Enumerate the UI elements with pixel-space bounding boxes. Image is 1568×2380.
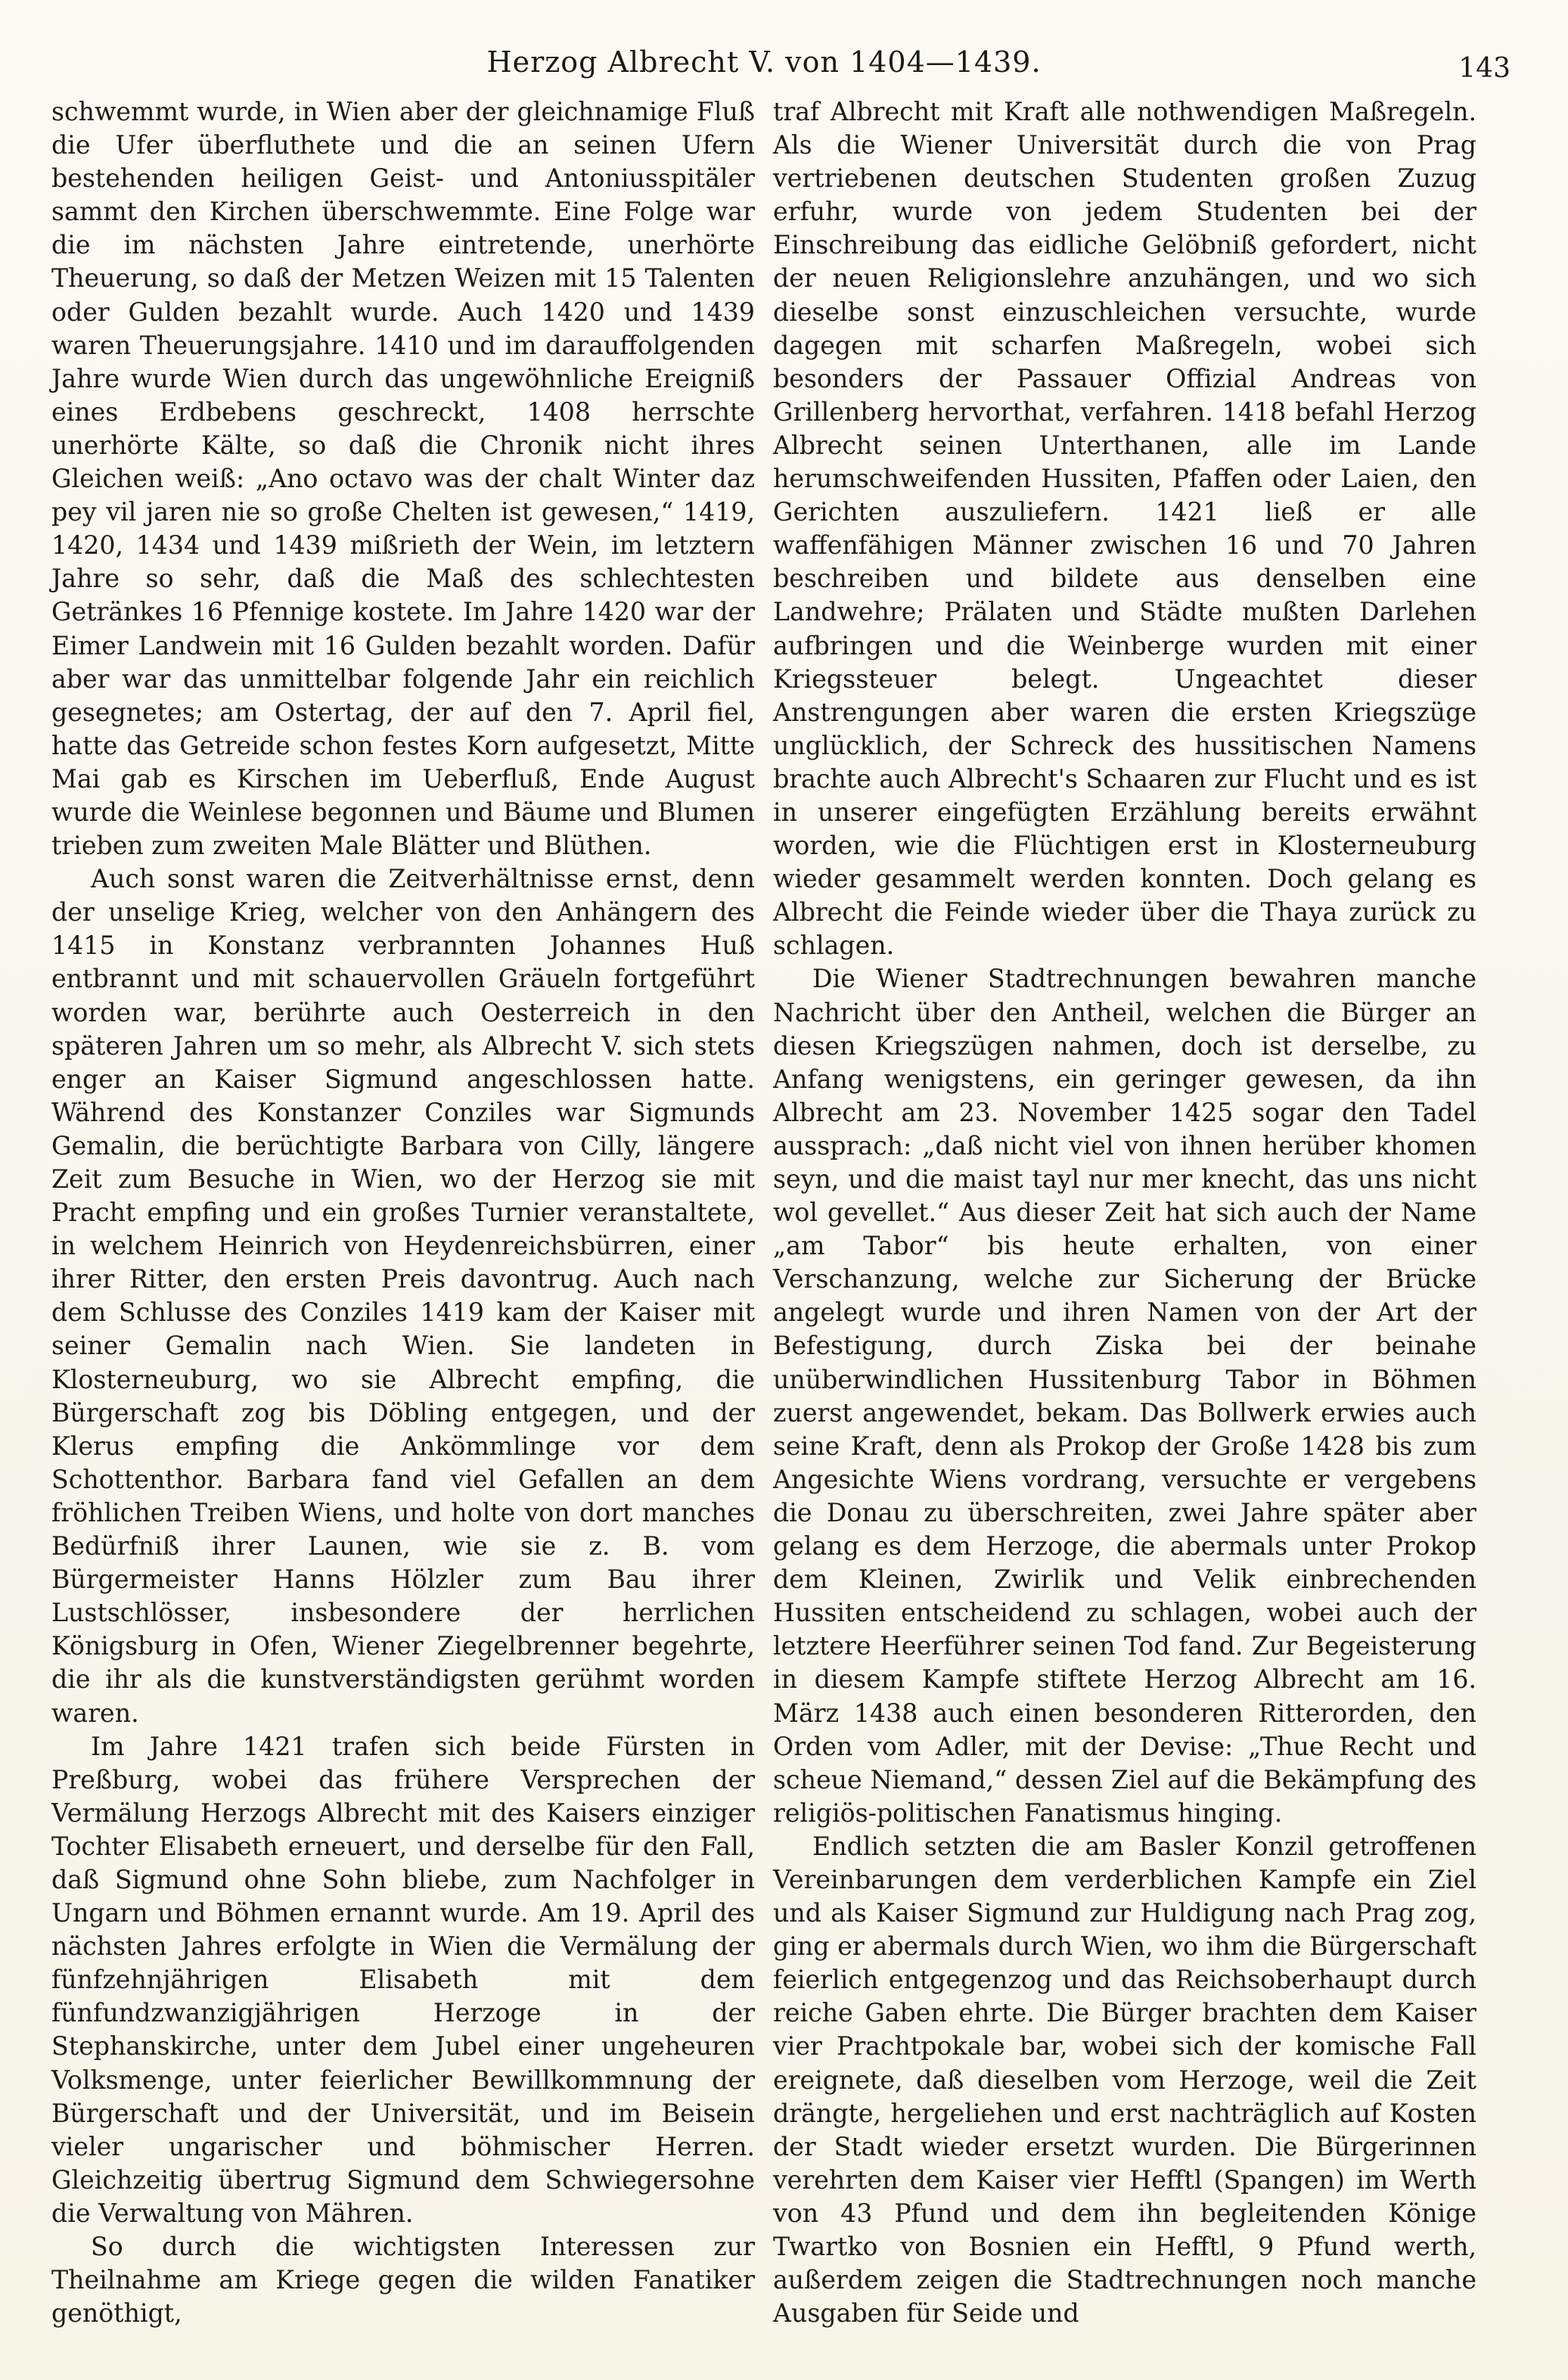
page-number: 143 [1458,53,1511,84]
paragraph: So durch die wichtigsten Interessen zur Theilnahme am Kriege gegen die wilden Fanatiker genöthigt, [51,2232,755,2329]
running-title: Herzog Albrecht V. von 1404—1439. [486,45,1042,79]
page-header [0,39,1568,85]
paragraph: Im Jahre 1421 trafen sich beide Fürsten in Preßburg, wobei das frühere Versprechen der Vermälung Herzogs Albrecht mit des Kaisers einziger Tochter Elisabeth erneuert, und derselbe für den Fall, daß Sigmund ohne Sohn bliebe, zum Nachfolger in Ungarn und Böhmen ernannt wurde. Am 19. April des nächsten Jahres erfolgte in Wien die Vermälung der fünfzehnjährigen Elisabeth mit dem fünfundzwanzigjährigen Herzoge in der Stephanskirche, unter dem Jubel einer ungeheuren Volksmenge, unter feierlicher Bewillkommnung der Bürgerschaft und der Universität, und im Beisein vieler ungarischer und böhmischer Herren. Gleichzeitig übertrug Sigmund dem Schwiegersohne die Verwaltung von Mähren. [51,1731,755,2228]
left-column [51,95,755,2330]
paragraph: Auch sonst waren die Zeitverhältnisse ernst, denn der unselige Krieg, welcher von den Anhängern des 1415 in Konstanz verbrannten Johannes Huß entbrannt und mit schauervollen Gräueln fortgeführt worden war, berührte auch Oesterreich in den späteren Jahren um so mehr, als Albrecht V. sich stets enger an Kaiser Sigmund angeschlossen hatte. Während des Konstanzer Conziles war Sigmunds Gemalin, die berüchtigte Barbara von Cilly, längere Zeit zum Besuche in Wien, wo der Herzog sie mit Pracht empfing und ein großes Turnier veranstaltete, in welchem Heinrich von Heydenreichsbürren, einer ihrer Ritter, den ersten Preis davontrug. Auch nach dem Schlusse des Conziles 1419 kam der Kaiser mit seiner Gemalin nach Wien. Sie landeten in Klosterneuburg, wo sie Albrecht empfing, die Bürgerschaft zog bis Döbling entgegen, und der Klerus empfing die Ankömmlinge vor dem Schottenthor. Barbara fand viel Gefallen an dem fröhlichen Treiben Wiens, und holte von dort manches Bedürfniß ihrer Launen, wie sie z. B. vom Bürgermeister Hanns Hölzler zum Bau ihrer Lustschlösser, insbesondere der herrlichen Königsburg in Ofen, Wiener Ziegelbrenner begehrte, die ihr als die kunstverständigsten gerühmt worden waren. [51,864,755,1728]
right-column [773,95,1476,2330]
paragraph: Endlich setzten die am Basler Konzil getroffenen Vereinbarungen dem verderblichen Kampfe ein Ziel und als Kaiser Sigmund zur Huldigung nach Prag zog, ging er abermals durch Wien, wo ihm die Bürgerschaft feierlich entgegenzog und das Reichsoberhaupt durch reiche Gaben ehrte. Die Bürger brachten dem Kaiser vier Prachtpokale bar, wobei sich der komische Fall ereignete, daß dieselben vom Herzoge, weil die Zeit drängte, hergeliehen und erst nachträglich auf Kosten der Stadt wieder ersetzt wurden. Die Bürgerinnen verehrten dem Kaiser vier Hefftl (Spangen) im Werth von 43 Pfund und dem ihn begleitenden Könige Twartko von Bosnien ein Hefftl, 9 Pfund werth, außerdem zeigen die Stadtrechnungen noch manche Ausgaben für Seide und [773,1831,1476,2329]
paragraph: traf Albrecht mit Kraft alle nothwendigen Maßregeln. Als die Wiener Universität durch die von Prag vertriebenen deutschen Studenten großen Zuzug erfuhr, wurde von jedem Studenten bei der Einschreibung das eidliche Gelöbniß gefordert, nicht der neuen Religionslehre anzuhängen, und wo sich dieselbe sonst einzuschleichen versuchte, wurde dagegen mit scharfen Maßregeln, wobei sich besonders der Passauer Offizial Andreas von Grillenberg hervorthat, verfahren. 1418 befahl Herzog Albrecht seinen Unterthanen, alle im Lande herumschweifenden Hussiten, Pfaffen oder Laien, den Gerichten auszuliefern. 1421 ließ er alle waffenfähigen Männer zwischen 16 und 70 Jahren beschreiben und bildete aus denselben eine Landwehre; Prälaten und Städte mußten Darlehen aufbringen und die Weinberge wurden mit einer Kriegssteuer belegt. Ungeachtet dieser Anstrengungen aber waren die ersten Kriegszüge unglücklich, der Schreck des hussitischen Namens brachte auch Albrecht's Schaaren zur Flucht und es ist in unserer eingefügten Erzählung bereits erwähnt worden, wie die Flüchtigen erst in Klosterneuburg wieder gesammelt werden konnten. Doch gelang es Albrecht die Feinde wieder über die Thaya zurück zu schlagen. [773,97,1476,961]
paragraph: Die Wiener Stadtrechnungen bewahren manche Nachricht über den Antheil, welchen die Bürger an diesen Kriegszügen nahmen, doch ist derselbe, zu Anfang wenigstens, ein geringer gewesen, da ihn Albrecht am 23. November 1425 sogar den Tadel aussprach: „daß nicht viel von ihnen herüber khomen seyn, und die maist tayl nur mer knecht, das uns nicht wol gevellet.“ Aus dieser Zeit hat sich auch der Name „am Tabor“ bis heute erhalten, von einer Verschanzung, welche zur Sicherung der Brücke angelegt wurde und ihren Namen von der Art der Befestigung, durch Ziska bei der beinahe unüberwindlichen Hussitenburg Tabor in Böhmen zuerst angewendet, bekam. Das Bollwerk erwies auch seine Kraft, denn als Prokop der Große 1428 bis zum Angesichte Wiens vordrang, versuchte er vergebens die Donau zu überschreiten, zwei Jahre später aber gelang es dem Herzoge, die abermals unter Prokop dem Kleinen, Zwirlik und Velik einbrechenden Hussiten entscheidend zu schlagen, wobei auch der letztere Heerführer seinen Tod fand. Zur Begeisterung in diesem Kampfe stiftete Herzog Albrecht am 16. März 1438 auch einen besonderen Ritterorden, den Orden vom Adler, mit der Devise: „Thue Recht und scheue Niemand,“ dessen Ziel auf die Bekämpfung des religiös-politischen Fanatismus hinging. [773,964,1476,1828]
column-divider [756,95,757,2350]
paragraph: schwemmt wurde, in Wien aber der gleichnamige Fluß die Ufer überfluthete und die an seinen Ufern bestehenden heiligen Geist- und Antoniusspitäler sammt den Kirchen überschwemmte. Eine Folge war die im nächsten Jahre eintretende, unerhörte Theuerung, so daß der Metzen Weizen mit 15 Talenten oder Gulden bezahlt wurde. Auch 1420 und 1439 waren Theuerungsjahre. 1410 und im darauffolgenden Jahre wurde Wien durch das ungewöhnliche Ereigniß eines Erdbebens geschreckt, 1408 herrschte unerhörte Kälte, so daß die Chronik nicht ihres Gleichen weiß: „Ano octavo was der chalt Winter daz pey vil jaren nie so große Chelten ist gewesen,“ 1419, 1420, 1434 und 1439 mißrieth der Wein, im letztern Jahre so sehr, daß die Maß des schlechtesten Getränkes 16 Pfennige kostete. Im Jahre 1420 war der Eimer Landwein mit 16 Gulden bezahlt worden. Dafür aber war das unmittelbar folgende Jahr ein reichlich gesegnetes; am Ostertag, der auf den 7. April fiel, hatte das Getreide schon festes Korn aufgesetzt, Mitte Mai gab es Kirschen im Ueberfluß, Ende August wurde die Weinlese begonnen und Bäume und Blumen trieben zum zweiten Male Blätter und Blüthen. [51,97,755,861]
